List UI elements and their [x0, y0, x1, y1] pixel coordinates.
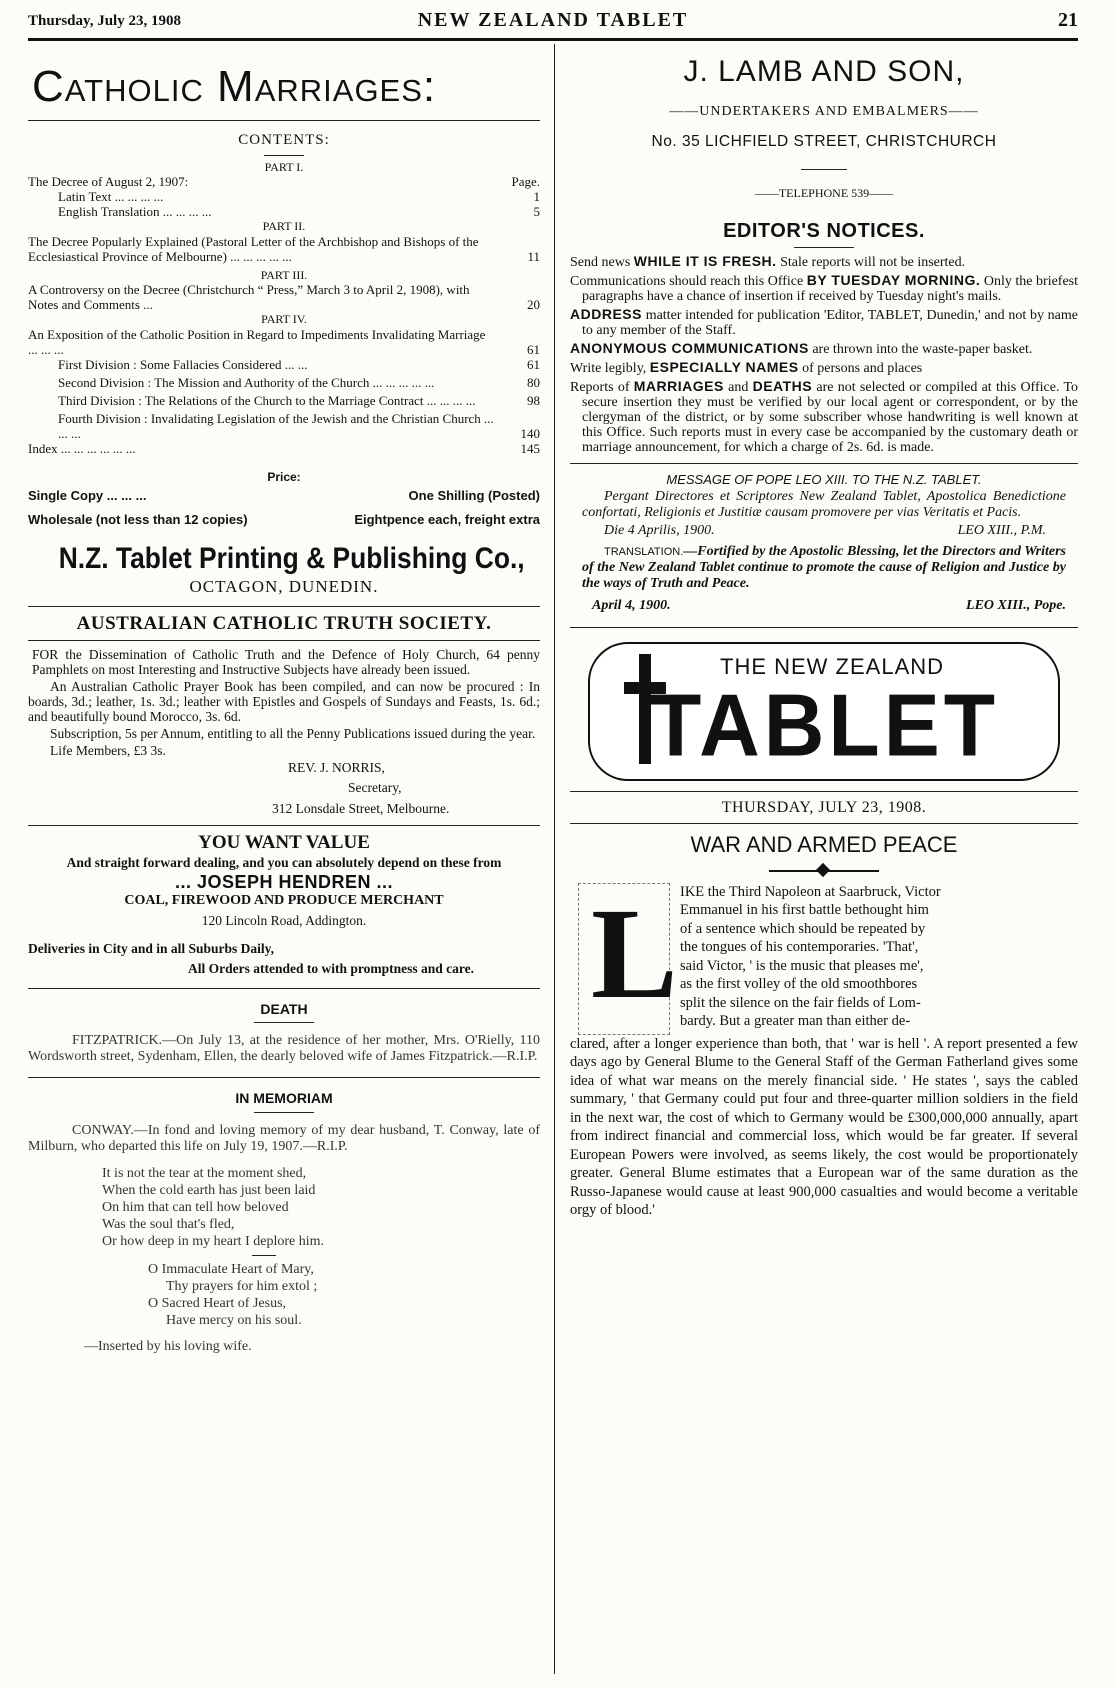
lamb-trade: ——UNDERTAKERS AND EMBALMERS—— [669, 104, 979, 119]
notice-item: Communications should reach this Office BY TUESDAY MORNING. Only the briefest paragraphs have a chance of insertion if received by Tuesday night's mails. [570, 271, 1079, 304]
acts-signature: Secretary, [348, 779, 402, 795]
acts-ad [28, 613, 540, 817]
lamb-name: J. LAMB AND SON, [683, 55, 965, 88]
article-title: WAR AND ARMED PEACE [690, 832, 958, 858]
logo-main-text: TABLET [650, 675, 1000, 775]
part-1-label: PART I. [264, 160, 304, 174]
editors-title: EDITOR'S NOTICES. [723, 219, 925, 242]
death-text: FITZPATRICK.—On July 13, at the residence of her mother, Mrs. O'Rielly, 110 Wordsworth street, Sydenham, Ellen, the dearly beloved wife of James Fitzpatrick.—R.I.P. [28, 1033, 540, 1065]
logo-top-text: THE NEW ZEALAND [720, 653, 945, 679]
toc-row: Latin Text ... ... ... ... 1 [58, 189, 540, 205]
notice-item: ADDRESS matter intended for publication 'Editor, TABLET, Dunedin,' and not by name to any member of the Staff. [570, 305, 1078, 338]
hendren-name: ... JOSEPH HENDREN ... [174, 871, 394, 892]
section-rule [28, 606, 540, 607]
price-label: Price: [267, 469, 301, 484]
page-number: 21 [1058, 9, 1078, 31]
toc-row: Index ... ... ... ... ... ... 145 [28, 440, 540, 456]
lamb-ad [570, 54, 1078, 201]
issue-date: THURSDAY, JULY 23, 1908. [721, 798, 927, 816]
article-body: L IKE the Third Napoleon at Saarbruck, Victor Emmanuel in his first battle bethought him of a sentence which should be repeated by the tongues of his contemporaries. 'That', said Victor, ' is the music that pleases me', as the first volley of the old smoothbores split the silence on the fair fields of Lom- bardy. But a greater man than either de- clared, after a longer experience than both, that ' war is hell '. A report presented a few days ago by General Blume to the General Staff of the German Fatherland gives some idea of what war means on the merely financial side. ' He states ', says the cabled summary, ' that Germany could put four and three-quarter million soldiers in the field in the next war, the cost of which to Germany would be £300,000,000 annually, apart from indirect financial and commercial loss, which would be far greater. If several European Powers were involved, as seems likely, the cost would be proportionately greater. General Blume estimates that a European war of the same duration as the Russo-Japanese would cause at least 900,000 casualties and would become a veritable orgy of blood.' [570, 881, 1078, 1219]
column-divider [554, 44, 555, 1674]
section-rule [28, 988, 540, 989]
memoriam-heading: IN MEMORIAM [235, 1090, 333, 1107]
section-rule [28, 1077, 540, 1078]
section-rule [28, 825, 540, 826]
memoriam-verse: It is not the tear at the moment shed, When the cold earth has just been laid On him that can tell how beloved Was the soul that's fled, Or how deep in my heart I deplore him. O Immaculate Heart of Mary, Thy prayers for him extol ; O Sacred Heart of Jesus, Have mercy on his soul. [102, 1166, 324, 1329]
notice-item: ANONYMOUS COMMUNICATIONS are thrown into the waste-paper basket. [570, 339, 1033, 357]
part-4-label: PART IV. [261, 312, 307, 327]
toc-row: Fourth Division : Invalidating Legislation of the Jewish and the Christian Church ... ... ... 140 [58, 410, 540, 441]
acts-signature: 312 Lonsdale Street, Melbourne. [272, 800, 450, 816]
pope-latin: Pergant Directores et Scriptores New Zealand Tablet, Apostolica Benedictione confortati, Religionis et Justitiæ causam promovere per vias Veritatis et Pacis. [582, 489, 1066, 521]
divider-ornament [769, 863, 879, 879]
acts-paragraph: FOR the Dissemination of Catholic Truth and the Defence of Holy Church, 64 penny Pamphlets on most Interesting and Instructive Subjects have already been issued. [32, 647, 540, 678]
toc-row: Second Division : The Mission and Authority of the Church ... ... ... ... ... 80 [58, 374, 540, 390]
header-rule [28, 38, 1078, 41]
part-2-label: PART II. [262, 219, 306, 234]
left-column [28, 44, 540, 1356]
toc-row: The Decree of August 2, 1907: Page. [28, 174, 540, 190]
hendren-deliveries: Deliveries in City and in all Suburbs Daily, [28, 941, 275, 957]
toc-row: Third Division : The Relations of the Church to the Marriage Contract ... ... ... ... 98 [58, 392, 540, 408]
lamb-telephone: ——TELEPHONE 539—— [754, 186, 894, 201]
memoriam-text: CONWAY.—In fond and loving memory of my dear husband, T. Conway, late of Milburn, who departed this life on July 19, 1907.—R.I.P. [28, 1123, 540, 1155]
book-title: Catholic Marriages: [32, 62, 437, 111]
acts-paragraph: Subscription, 5s per Annum, entitling to all the Penny Publications issued during the year. [50, 726, 536, 742]
notice-list [570, 254, 1078, 455]
pope-sign-row: April 4, 1900. LEO XIII., Pope. [592, 598, 1066, 614]
toc-row: An Exposition of the Catholic Position in Regard to Impediments Invalidating Marriage ... ... ... 61 [28, 326, 540, 357]
title-rule [28, 120, 540, 121]
dropcap-block [578, 881, 678, 1035]
section-rule [570, 791, 1078, 792]
hendren-ad [28, 832, 540, 978]
lamb-address: No. 35 LICHFIELD STREET, CHRISTCHURCH [651, 132, 997, 150]
editors-notices [570, 219, 1078, 455]
toc-row: A Controversy on the Decree (Christchurch “ Press,” March 3 to April 2, 1908), with Notes and Comments ... 20 [28, 282, 540, 313]
contents-label: CONTENTS: [238, 132, 330, 148]
acts-paragraph: An Australian Catholic Prayer Book has been compiled, and can now be procured : In boards, 3d.; leather, 1s. 3d.; leather with Epistles and Gospels of Sundays and Feasts, 1s. 6d.; and beautifully bound Morocco, 3s. 6d. [28, 679, 540, 725]
hendren-line: And straight forward dealing, and you can absolutely depend on these from [66, 854, 502, 870]
single-copy-row: Single Copy ... ... ... One Shilling (Posted) [28, 487, 540, 503]
publisher-name: N.Z. Tablet Printing & Publishing Co., [58, 542, 525, 576]
article [570, 832, 1078, 1219]
page-label: Page. [511, 174, 540, 190]
memoriam-heading-rule [254, 1112, 314, 1113]
wholesale-row: Wholesale (not less than 12 copies) Eightpence each, freight extra [28, 511, 540, 527]
section-rule [570, 823, 1078, 824]
pope-message [570, 472, 1078, 615]
contents-rule [264, 155, 304, 156]
section-rule [570, 627, 1078, 628]
toc-row: First Division : Some Fallacies Considered ... ... 61 [58, 356, 540, 372]
hendren-trade: COAL, FIREWOOD AND PRODUCE MERCHANT [124, 893, 444, 909]
hendren-address: 120 Lincoln Road, Addington. [201, 913, 367, 929]
section-rule [570, 463, 1078, 464]
hendren-title: YOU WANT VALUE [198, 831, 370, 853]
masthead: NEW ZEALAND TABLET [417, 9, 689, 31]
toc-row: The Decree Popularly Explained (Pastoral Letter of the Archbishop and Bishops of the Ecclesiastical Province of Melbourne) ... ... ... ... ... 11 [28, 233, 540, 264]
acts-title: AUSTRALIAN CATHOLIC TRUTH SOCIETY. [76, 612, 492, 634]
notice-item: Reports of MARRIAGES and DEATHS are not selected or compiled at this Office. To secure insertion they must be verified by our local agent or correspondent, or by the clergyman of the district, or by some subscriber whose handwriting is well known at this Office. Such reports must in every case be accompanied by the customary death or marriage announcement, for which a charge of 2s. 6d. is made. [570, 377, 1079, 455]
part-3-label: PART III. [260, 267, 308, 282]
dropcap-letter: L [591, 881, 678, 1026]
notice-item: Write legibly, ESPECIALLY NAMES of persons and places [570, 358, 923, 376]
memoriam-inserted: —Inserted by his loving wife. [84, 1339, 252, 1355]
publisher-address: OCTAGON, DUNEDIN. [189, 577, 379, 597]
header-date: Thursday, July 23, 1908 [28, 13, 181, 29]
editors-rule [794, 247, 854, 248]
hendren-orders: All Orders attended to with promptness and care. [188, 961, 474, 977]
lamb-rule [801, 169, 847, 170]
pope-translation: TRANSLATION.—Fortified by the Apostolic Blessing, let the Directors and Writers of the New Zealand Tablet continue to promote the cause of Religion and Justice by the ways of Truth and Peace. [582, 544, 1066, 592]
memoriam-notice [28, 1090, 540, 1356]
death-heading-rule [254, 1022, 314, 1023]
pope-heading: MESSAGE OF POPE LEO XIII. TO THE N.Z. TABLET. [666, 471, 982, 487]
tablet-logo [588, 642, 1060, 781]
catholic-marriages-ad [28, 58, 540, 598]
acts-title-rule [28, 640, 540, 641]
toc-row: English Translation ... ... ... ... 5 [58, 204, 540, 220]
death-heading: DEATH [260, 1000, 308, 1017]
death-notice [28, 1001, 540, 1066]
acts-signature: REV. J. NORRIS, [288, 760, 385, 776]
article-paragraph: clared, after a longer experience than both, that ' war is hell '. A report presented a few days ago by General Blume to the General Staff of the German Fatherland gives some idea of what war means on the merely financial side. ' He states ', says the cabled summary, ' that Germany could put four and three-quarter million soldiers in the field in the next war, the cost of which to Germany would be £300,000,000 annually, apart from indirect financial and commercial loss, which would be far greater. If several European Powers were involved, as seems likely, the cost would be proportionately greater. General Blume estimates that a European war of the same duration as the Russo-Japanese would cause at least 900,000 casualties and would become a veritable orgy of blood.' [570, 1035, 1078, 1219]
acts-paragraph: Life Members, £3 3s. [50, 743, 166, 759]
right-column [570, 44, 1078, 1220]
notice-item: Send news WHILE IT IS FRESH. Stale reports will not be inserted. [570, 252, 966, 270]
pope-sign-row: Die 4 Aprilis, 1900. LEO XIII., P.M. [604, 523, 1046, 539]
page-header [28, 6, 1078, 36]
